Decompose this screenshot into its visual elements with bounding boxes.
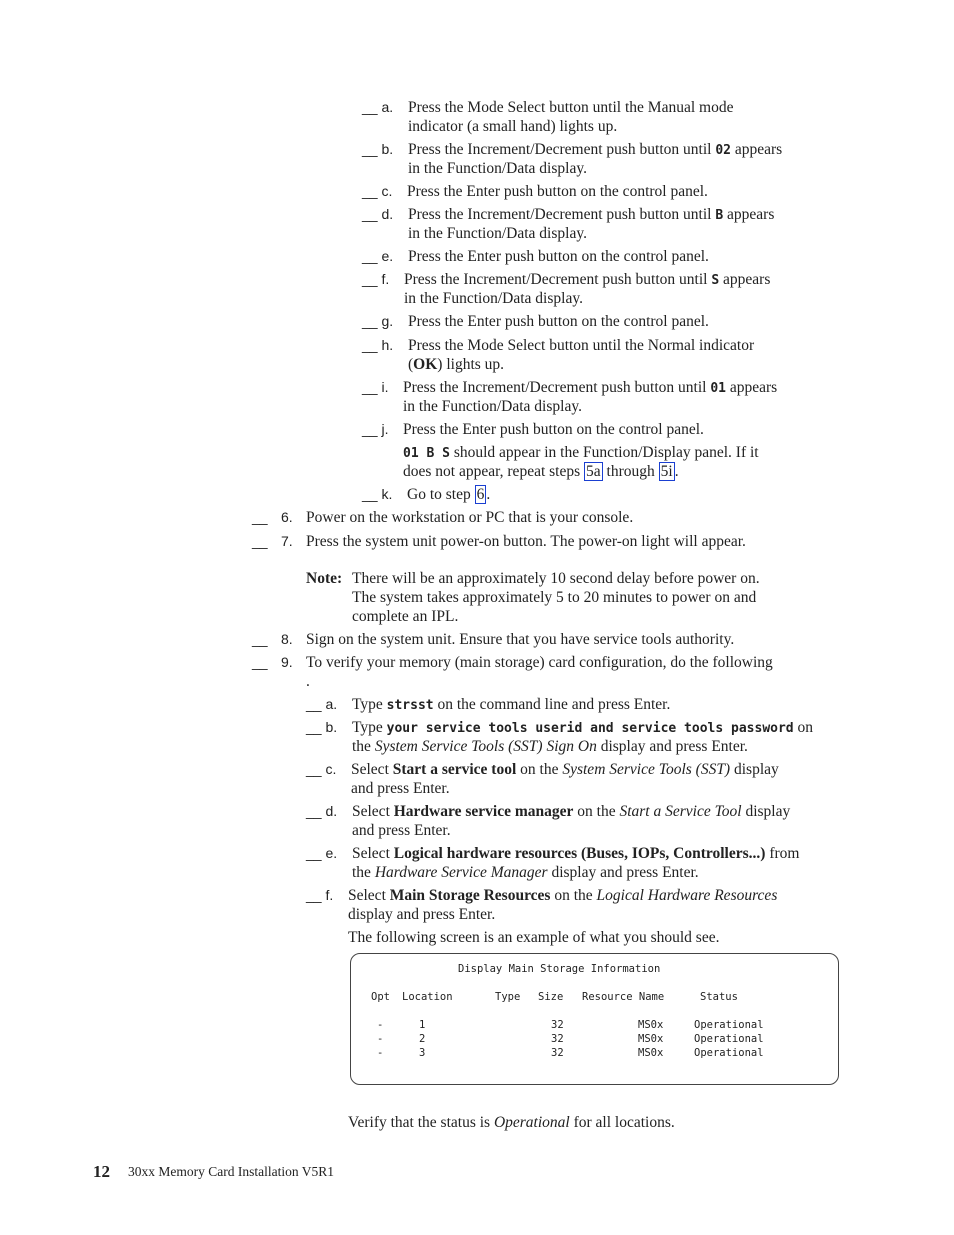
text-run: appears (726, 379, 778, 396)
step-number: 7. (281, 533, 293, 549)
step-link[interactable]: 6 (476, 486, 485, 503)
text-run: To verify your memory (main storage) card configuration, do the following (306, 654, 773, 671)
screen-cell: MS0x (638, 1047, 664, 1059)
screen-cell: 32 (551, 1047, 564, 1059)
text-run: . (674, 463, 679, 480)
substep-text (352, 737, 748, 756)
substep-text (408, 312, 709, 331)
footer-title: 30xx Memory Card Installation V5R1 (128, 1164, 334, 1179)
text-run: in the Function/Data display. (403, 398, 582, 415)
step-link[interactable]: 5a (586, 463, 601, 480)
screen-cell: - (377, 1019, 384, 1031)
text-run: appears (719, 271, 771, 288)
substep-text (408, 140, 782, 160)
text-run: on the (516, 761, 563, 778)
text-run: Type (352, 696, 387, 713)
substep-marker: __ a. (362, 99, 394, 115)
step-text (306, 508, 633, 527)
text-run: should appear in the Function/Display panel. If it (449, 444, 759, 461)
step-link[interactable]: 5i (660, 463, 673, 480)
screen-header-size: Size (538, 991, 564, 1003)
text-run: System Service Tools (SST) (562, 761, 731, 778)
substep-text (351, 779, 450, 798)
screen-header-resource-name: Resource Name (582, 991, 665, 1003)
screen-header-type: Type (495, 991, 521, 1003)
text-run: Logical hardware resources (Buses, IOPs, Controllers...) (393, 845, 766, 862)
screen-header-status: Status (700, 991, 738, 1003)
screen-header-location: Location (402, 991, 453, 1003)
text-run: appears (723, 206, 775, 223)
substep-marker: __ g. (362, 313, 394, 329)
text-run: on the command line and press Enter. (433, 696, 671, 713)
text-run: Go to step (407, 486, 475, 503)
substep-text (348, 886, 777, 905)
step-text (306, 672, 310, 691)
step-number: 9. (281, 654, 293, 670)
text-run: Type (352, 719, 387, 736)
substep-text (408, 247, 709, 266)
substep-text (403, 462, 679, 481)
substep-marker: __ b. (362, 141, 394, 157)
substep-text (403, 397, 582, 416)
screen-cell: 32 (551, 1019, 564, 1031)
substep-marker: __ k. (362, 486, 393, 502)
text-run: Press the Increment/Decrement push button until (404, 271, 712, 288)
substep-text (404, 289, 583, 308)
screen-cell: 3 (419, 1047, 426, 1059)
screen-example-box (350, 953, 839, 1085)
substep-text (348, 905, 495, 924)
substep-text (403, 378, 777, 398)
text-run: Power on the workstation or PC that is your console. (306, 509, 634, 526)
step-checkbox-blank: __ (252, 631, 268, 647)
text-run: Select (352, 845, 394, 862)
text-run: Start a service tool (392, 761, 517, 778)
substep-text (352, 802, 790, 821)
step-checkbox-blank: __ (252, 533, 268, 549)
text-run: in the Function/Data display. (408, 225, 587, 242)
text-run: and press Enter. (351, 780, 450, 797)
substep-marker: __ e. (306, 845, 338, 861)
substep-marker: __ e. (362, 248, 394, 264)
substep-marker: __ h. (362, 337, 394, 353)
text-run: Press the system unit power-on button. The power-on light will appear. (306, 533, 746, 550)
text-run: strsst (386, 698, 434, 713)
text-run: in the Function/Data display. (408, 160, 587, 177)
step-number: 8. (281, 631, 293, 647)
step-text (306, 532, 746, 551)
substep-marker: __ c. (362, 183, 393, 199)
substep-marker: __ j. (362, 421, 389, 437)
text-run: and press Enter. (352, 822, 451, 839)
substep-text (403, 443, 759, 463)
note-text: complete an IPL. (352, 608, 459, 625)
text-run: . (306, 673, 310, 690)
step-text (306, 630, 734, 649)
screen-cell: MS0x (638, 1033, 664, 1045)
verify-emphasis: Operational (493, 1114, 570, 1131)
text-run: 01 B S (403, 446, 450, 461)
text-run: Press the Increment/Decrement push button until (408, 141, 716, 158)
text-run: Press the Mode Select button until the Manual mode (408, 99, 734, 116)
screen-cell: Operational (694, 1019, 764, 1031)
substep-marker: __ d. (362, 206, 394, 222)
text-run: does not appear, repeat steps (403, 463, 585, 480)
substep-text (408, 159, 587, 178)
page-number: 12 (93, 1162, 110, 1181)
substep-text (403, 420, 704, 439)
text-run: OK (413, 356, 438, 373)
text-run: indicator (a small hand) lights up. (408, 118, 618, 135)
screen-cell: Operational (694, 1033, 764, 1045)
note-text: There will be an approximately 10 second delay before power on. (352, 570, 760, 587)
text-run: Hardware Service Manager (374, 864, 548, 881)
step-number: 6. (281, 509, 293, 525)
substep-text (404, 270, 770, 290)
substep-text (407, 182, 708, 201)
text-run: Press the Mode Select button until the Normal indicator (408, 337, 755, 354)
screen-cell: 1 (419, 1019, 426, 1031)
text-run: B (715, 208, 724, 223)
screen-cell: 32 (551, 1033, 564, 1045)
text-run: on the (573, 803, 620, 820)
text-run: display (741, 803, 791, 820)
text-run: Press the Enter push button on the control panel. (408, 248, 709, 265)
text-run: Start a Service Tool (619, 803, 742, 820)
screen-cell: MS0x (638, 1019, 664, 1031)
screen-header-opt: Opt (371, 991, 390, 1003)
step-checkbox-blank: __ (252, 509, 268, 525)
verify-text (348, 1113, 675, 1132)
substep-marker: __ f. (362, 271, 390, 287)
substep-text (352, 821, 451, 840)
substep-marker: __ i. (362, 379, 389, 395)
substep-marker: __ b. (306, 719, 338, 735)
text-run: Logical Hardware Resources (596, 887, 778, 904)
text-run: display (730, 761, 779, 778)
verify-pre: Verify that the status is (348, 1114, 494, 1131)
substep-text (408, 336, 754, 355)
substep-marker: __ f. (306, 887, 334, 903)
text-run: Select (351, 761, 393, 778)
step-checkbox-blank: __ (252, 654, 268, 670)
substep-text (408, 205, 774, 225)
note-label: Note: (306, 570, 343, 587)
text-run: display and press Enter. (547, 864, 699, 881)
screen-cell: Operational (694, 1047, 764, 1059)
substep-text (408, 355, 504, 374)
substep-marker: __ d. (306, 803, 338, 819)
text-run: the (352, 864, 375, 881)
text-run: Select (352, 803, 394, 820)
verify-post: for all locations. (569, 1114, 675, 1131)
substep-text (352, 718, 813, 738)
text-run: Hardware service manager (393, 803, 574, 820)
text-run: Sign on the system unit. Ensure that you have service tools authority. (306, 631, 735, 648)
substep-text (408, 98, 733, 117)
text-run: . (486, 486, 491, 503)
screen-title: Display Main Storage Information (458, 963, 661, 975)
text-run: on (793, 719, 814, 736)
screen-cell: - (377, 1033, 384, 1045)
step-text (306, 653, 773, 672)
text-run: in the Function/Data display. (404, 290, 583, 307)
text-run: from (765, 845, 800, 862)
substep-text (408, 224, 587, 243)
text-run: 01 (710, 381, 726, 396)
screen-cell: 2 (419, 1033, 426, 1045)
text-run: Press the Increment/Decrement push button until (408, 206, 716, 223)
text-run: ) lights up. (437, 356, 505, 373)
substep-text (351, 760, 779, 779)
text-run: 02 (715, 143, 731, 158)
text-run: System Service Tools (SST) Sign On (374, 738, 597, 755)
text-run: Main Storage Resources (389, 887, 551, 904)
text-run: Press the Enter push button on the control panel. (403, 421, 704, 438)
text-run: ( (408, 356, 414, 373)
text-run: Select (348, 887, 390, 904)
note-text: The system takes approximately 5 to 20 minutes to power on and (352, 589, 757, 606)
text-run: your service tools userid and service tools password (386, 721, 794, 736)
substep-marker: __ a. (306, 696, 338, 712)
substep-marker: __ c. (306, 761, 337, 777)
text-run: display and press Enter. (348, 906, 496, 923)
text-run: appears (731, 141, 783, 158)
example-intro: The following screen is an example of what you should see. (348, 929, 720, 946)
screen-cell: - (377, 1047, 384, 1059)
text-run: Press the Enter push button on the control panel. (407, 183, 708, 200)
substep-text (408, 117, 617, 136)
text-run: display and press Enter. (596, 738, 748, 755)
text-run: Press the Enter push button on the control panel. (408, 313, 709, 330)
text-run: through (602, 463, 659, 480)
substep-text (407, 485, 490, 504)
text-run: Press the Increment/Decrement push button until (403, 379, 711, 396)
text-run: the (352, 738, 375, 755)
substep-text (352, 863, 699, 882)
substep-text (352, 695, 670, 715)
text-run: S (711, 273, 720, 288)
substep-text (352, 844, 799, 863)
text-run: on the (550, 887, 597, 904)
